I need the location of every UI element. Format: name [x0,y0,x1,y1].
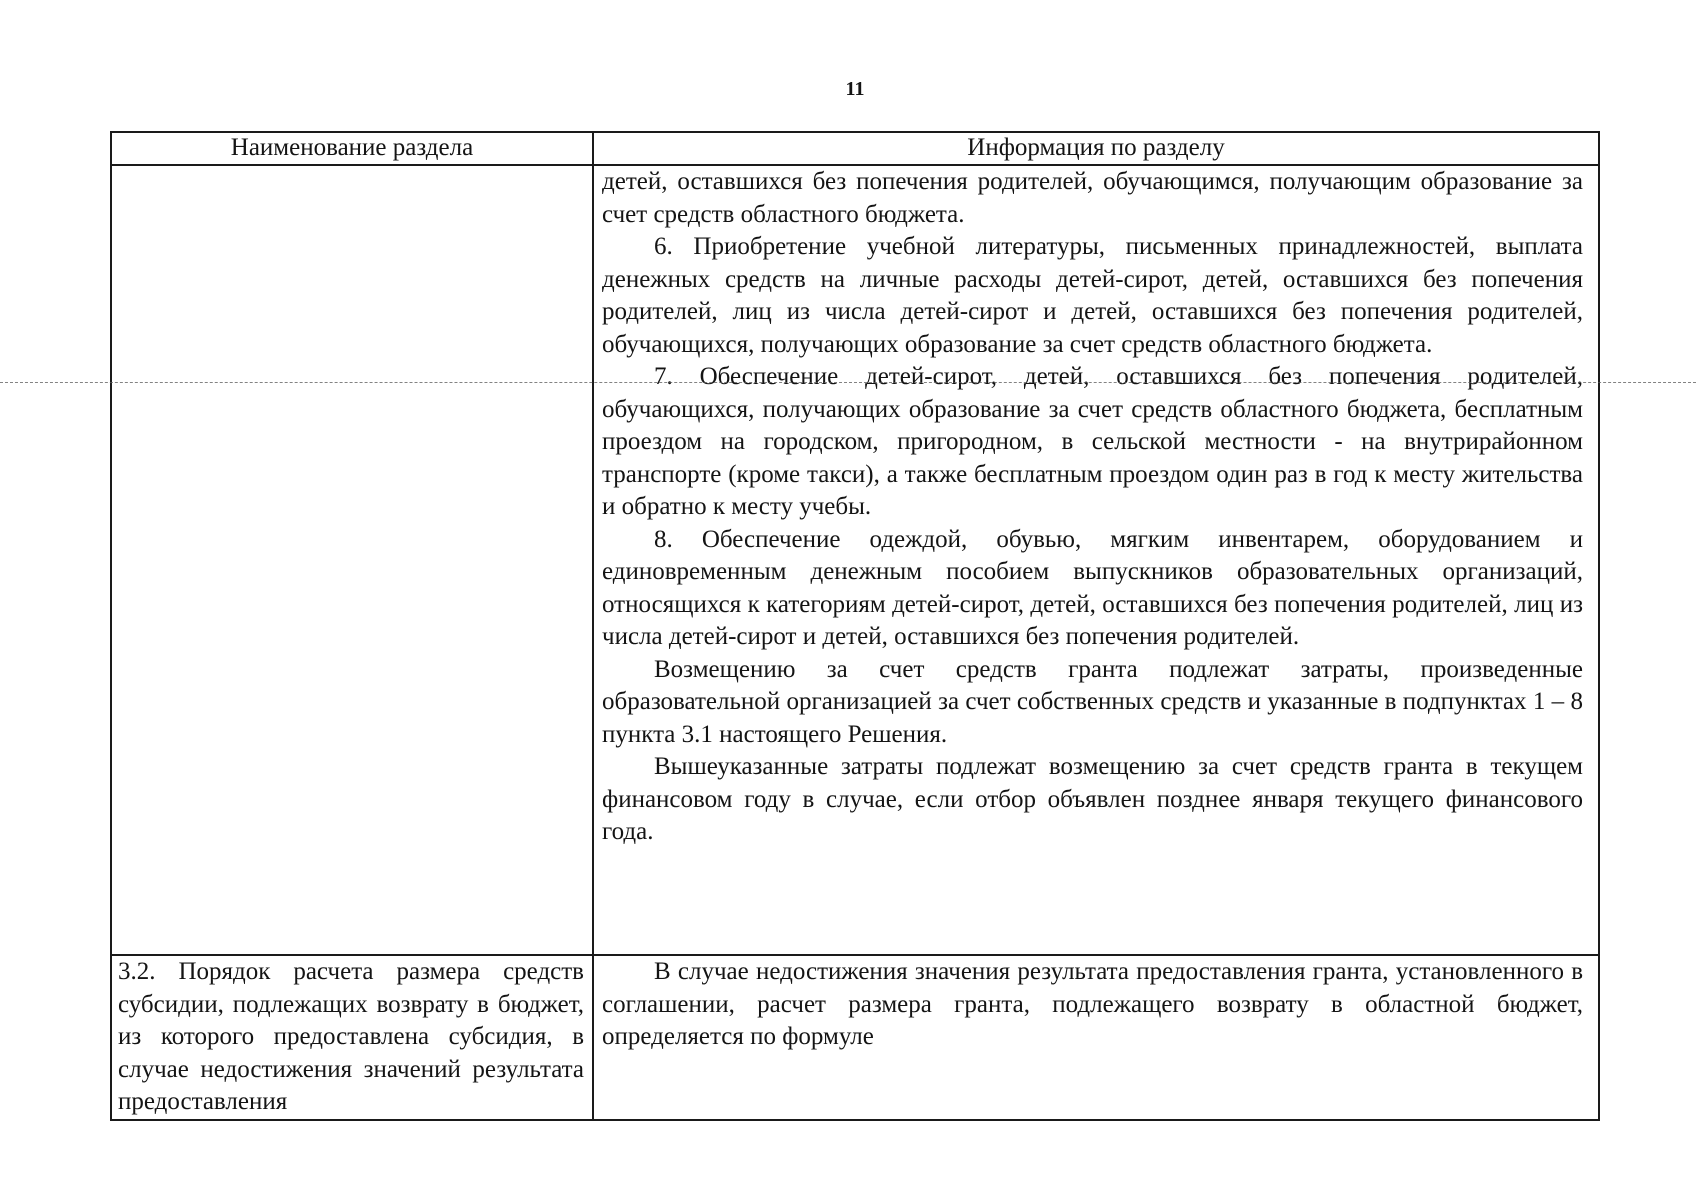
paragraph-current-year: Вышеуказанные затраты подлежат возмещению за счет средств гранта в текущем финансовом году в случае, если отбор объявлен позднее января текущего финансового года. [602,753,1583,845]
section-name-cell-empty [111,165,593,955]
header-section-info: Информация по разделу [593,132,1599,165]
paragraph-reimbursement: Возмещению за счет средств гранта подлежат затраты, произведенные образовательной организацией за счет собственных средств и указанные в подпунктах 1 – 8 пункта 3.1 настоящего Решения. [602,655,1583,748]
paragraph-item-6: 6. Приобретение учебной литературы, письменных принадлежностей, выплата денежных средств на личные расходы детей-сирот, детей, оставшихся без попечения родителей, лиц из числа детей-сирот и детей, оставшихся без попечения родителей, обучающихся, получающих образование за счет средств областного бюджета. [602,233,1583,358]
section-name-cell [111,955,593,1120]
header-section-name: Наименование раздела [111,132,593,165]
paragraph-formula-intro: В случае недостижения значения результата предоставления гранта, установленного в соглашении, расчет размера гранта, подлежащего возврату в областной бюджет, определяется по формуле [602,958,1583,1050]
section-title-3-2: 3.2. Порядок расчета размера средств субсидии, подлежащих возврату в бюджет, из которого предоставлена субсидия, в случае недостижения значений результата предоставления [118,958,584,1115]
scan-fold-line [0,382,1696,383]
section-info-cell [593,955,1599,1120]
table-row [111,165,1599,955]
paragraph-item-8: 8. Обеспечение одеждой, обувью, мягким инвентарем, оборудованием и единовременным денежным пособием выпускников образовательных организаций, относящихся к категориям детей-сирот, детей, оставшихся без попечения родителей, лиц из числа детей-сирот и детей, оставшихся без попечения родителей. [602,525,1583,650]
paragraph-continuation: детей, оставшихся без попечения родителей, обучающимся, получающим образование за счет средств областного бюджета. [602,168,1583,228]
section-info-cell [593,165,1599,955]
paragraph-item-7: 7. Обеспечение детей-сирот, детей, оставшихся без попечения родителей, обучающихся, получающих образование за счет средств областного бюджета, бесплатным проездом на городском, пригородном, в сельской местности - на внутрирайонном транспорте (кроме такси), а также бесплатным проездом один раз в год к месту жительства и обратно к месту учебы. [602,363,1583,520]
table-row [111,955,1599,1120]
table-header-row [111,132,1599,165]
document-table [110,131,1600,1121]
page-number: 11 [845,78,865,100]
